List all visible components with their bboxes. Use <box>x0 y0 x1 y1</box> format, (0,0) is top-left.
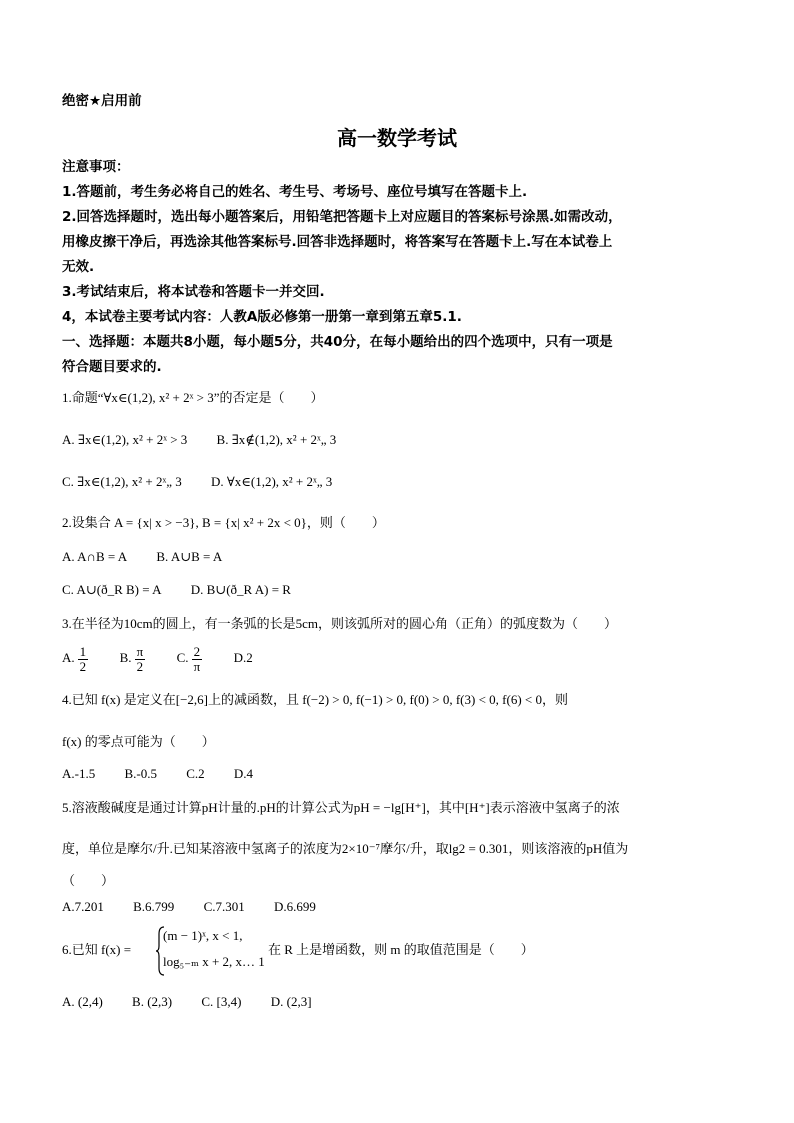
q5-stem-3: （ ） <box>62 873 115 888</box>
q4-options <box>62 765 279 783</box>
q3-option-a-fraction <box>78 645 89 674</box>
q4-option-d: D.4 <box>233 766 254 781</box>
q3-a-numerator: 1 <box>79 643 87 659</box>
q5-option-d: D.6.699 <box>273 899 316 914</box>
q5-option-b: B.6.799 <box>133 899 175 914</box>
q2-option-b: B. A∪B = A <box>156 549 223 564</box>
q5-option-a: A.7.201 <box>62 899 104 914</box>
q3-stem: 3.在半径为10cm的圆上，有一条弧的长是5cm，则该弧所对的圆心角（正角）的弧度数为（ ） <box>62 616 618 631</box>
q6-option-c: C. [3,4) <box>201 994 242 1009</box>
q5-options <box>62 898 342 916</box>
q3-option-d: D.2 <box>233 650 253 665</box>
section-heading-line-1: 一、选择题：本题共8小题，每小题5分，共40分，在每小题给出的四个选项中，只有一项是 <box>62 334 613 350</box>
q1-option-b: B. ∃x∉(1,2), x² + 2ˣ„ 3 <box>216 432 337 447</box>
q3-option-c-fraction <box>192 645 203 674</box>
q6-tail: 在 R 上是增函数，则 m 的取值范围是（ ） <box>268 942 534 957</box>
q3-option-c-label: C. <box>176 650 189 665</box>
confidential-label: 绝密★启用前 <box>62 93 142 109</box>
q6-option-a: A. (2,4) <box>62 994 103 1009</box>
q5-stem-2: 度，单位是摩尔/升.已知某溶液中氢离子的浓度为2×10⁻⁷摩尔/升，取lg2 = 0.301，则该溶液的pH值为 <box>62 841 629 856</box>
notice-item-3: 3.考试结束后，将本试卷和答题卡一并交回. <box>62 284 325 300</box>
q6-options <box>62 993 338 1011</box>
q4-option-c: C.2 <box>186 766 205 781</box>
q2-option-d: D. B∪(ð_R A) = R <box>190 582 291 597</box>
q2-stem: 2.设集合 A = {x| x > −3}, B = {x| x² + 2x < 0}，则（ ） <box>62 515 385 530</box>
q3-b-numerator: π <box>136 643 144 659</box>
q4-option-b: B.-0.5 <box>124 766 157 781</box>
q2-option-a: A. A∩B = A <box>62 549 128 564</box>
notice-item-2a: 2.回答选择题时，选出每小题答案后，用铅笔把答题卡上对应题目的答案标号涂黑.如需改动， <box>62 209 622 225</box>
q6-option-b: B. (2,3) <box>132 994 173 1009</box>
page-title: 高一数学考试 <box>337 126 457 150</box>
q4-stem-2: f(x) 的零点可能为（ ） <box>62 734 215 749</box>
q6-piece-1: (m − 1)ˣ, x < 1, <box>163 928 243 943</box>
notice-heading: 注意事项： <box>62 159 130 175</box>
q3-option-a-label: A. <box>62 650 75 665</box>
q6-piece-2: log₅₋ₘ x + 2, x… 1 <box>163 954 265 969</box>
notice-item-2b: 用橡皮擦干净后，再选涂其他答案标号.回答非选择题时，将答案写在答题卡上.写在本试卷上 <box>62 234 613 250</box>
q3-c-denominator: π <box>193 658 201 674</box>
q3-options <box>62 640 253 676</box>
q1-options <box>62 431 362 449</box>
q6-option-d: D. (2,3] <box>270 994 312 1009</box>
q1-option-a: A. ∃x∈(1,2), x² + 2ˣ > 3 <box>62 432 188 447</box>
q2-options-2 <box>62 581 317 599</box>
q6-lead: 6.已知 f(x) = <box>62 942 132 957</box>
q4-option-a: A.-1.5 <box>62 766 96 781</box>
q2-option-c: C. A∪(ð_R B) = A <box>62 582 162 597</box>
q1-options-2 <box>62 473 358 491</box>
q2-options <box>62 548 248 566</box>
notice-item-2c: 无效. <box>62 259 95 275</box>
q3-option-b-fraction <box>135 645 146 674</box>
q3-c-numerator: 2 <box>192 645 203 660</box>
q5-option-c: C.7.301 <box>203 899 245 914</box>
q1-stem: 1.命题“∀x∈(1,2), x² + 2ˣ > 3”的否定是（ ） <box>62 390 324 405</box>
q1-option-c: C. ∃x∈(1,2), x² + 2ˣ„ 3 <box>62 474 182 489</box>
q3-option-b-label: B. <box>119 650 132 665</box>
q3-a-denominator: 2 <box>79 658 87 674</box>
q3-b-denominator: 2 <box>136 658 144 674</box>
q5-stem-1: 5.溶液酸碱度是通过计算pH计量的.pH的计算公式为pH = −lg[H⁺]，其中[H⁺]表示溶液中氢离子的浓 <box>62 800 620 815</box>
notice-item-1: 1.答题前，考生务必将自己的姓名、考生号、考场号、座位号填写在答题卡上. <box>62 184 528 200</box>
section-heading-line-2: 符合题目要求的. <box>62 359 162 375</box>
notice-item-4: 4，本试卷主要考试内容：人教A版必修第一册第一章到第五章5.1. <box>62 309 462 325</box>
q4-stem-1: 4.已知 f(x) 是定义在[−2,6]上的减函数，且 f(−2) > 0, f(−1) > 0, f(0) > 0, f(3) < 0, f(6) < 0，则 <box>62 692 568 707</box>
q1-option-d: D. ∀x∈(1,2), x² + 2ˣ„ 3 <box>211 474 333 489</box>
